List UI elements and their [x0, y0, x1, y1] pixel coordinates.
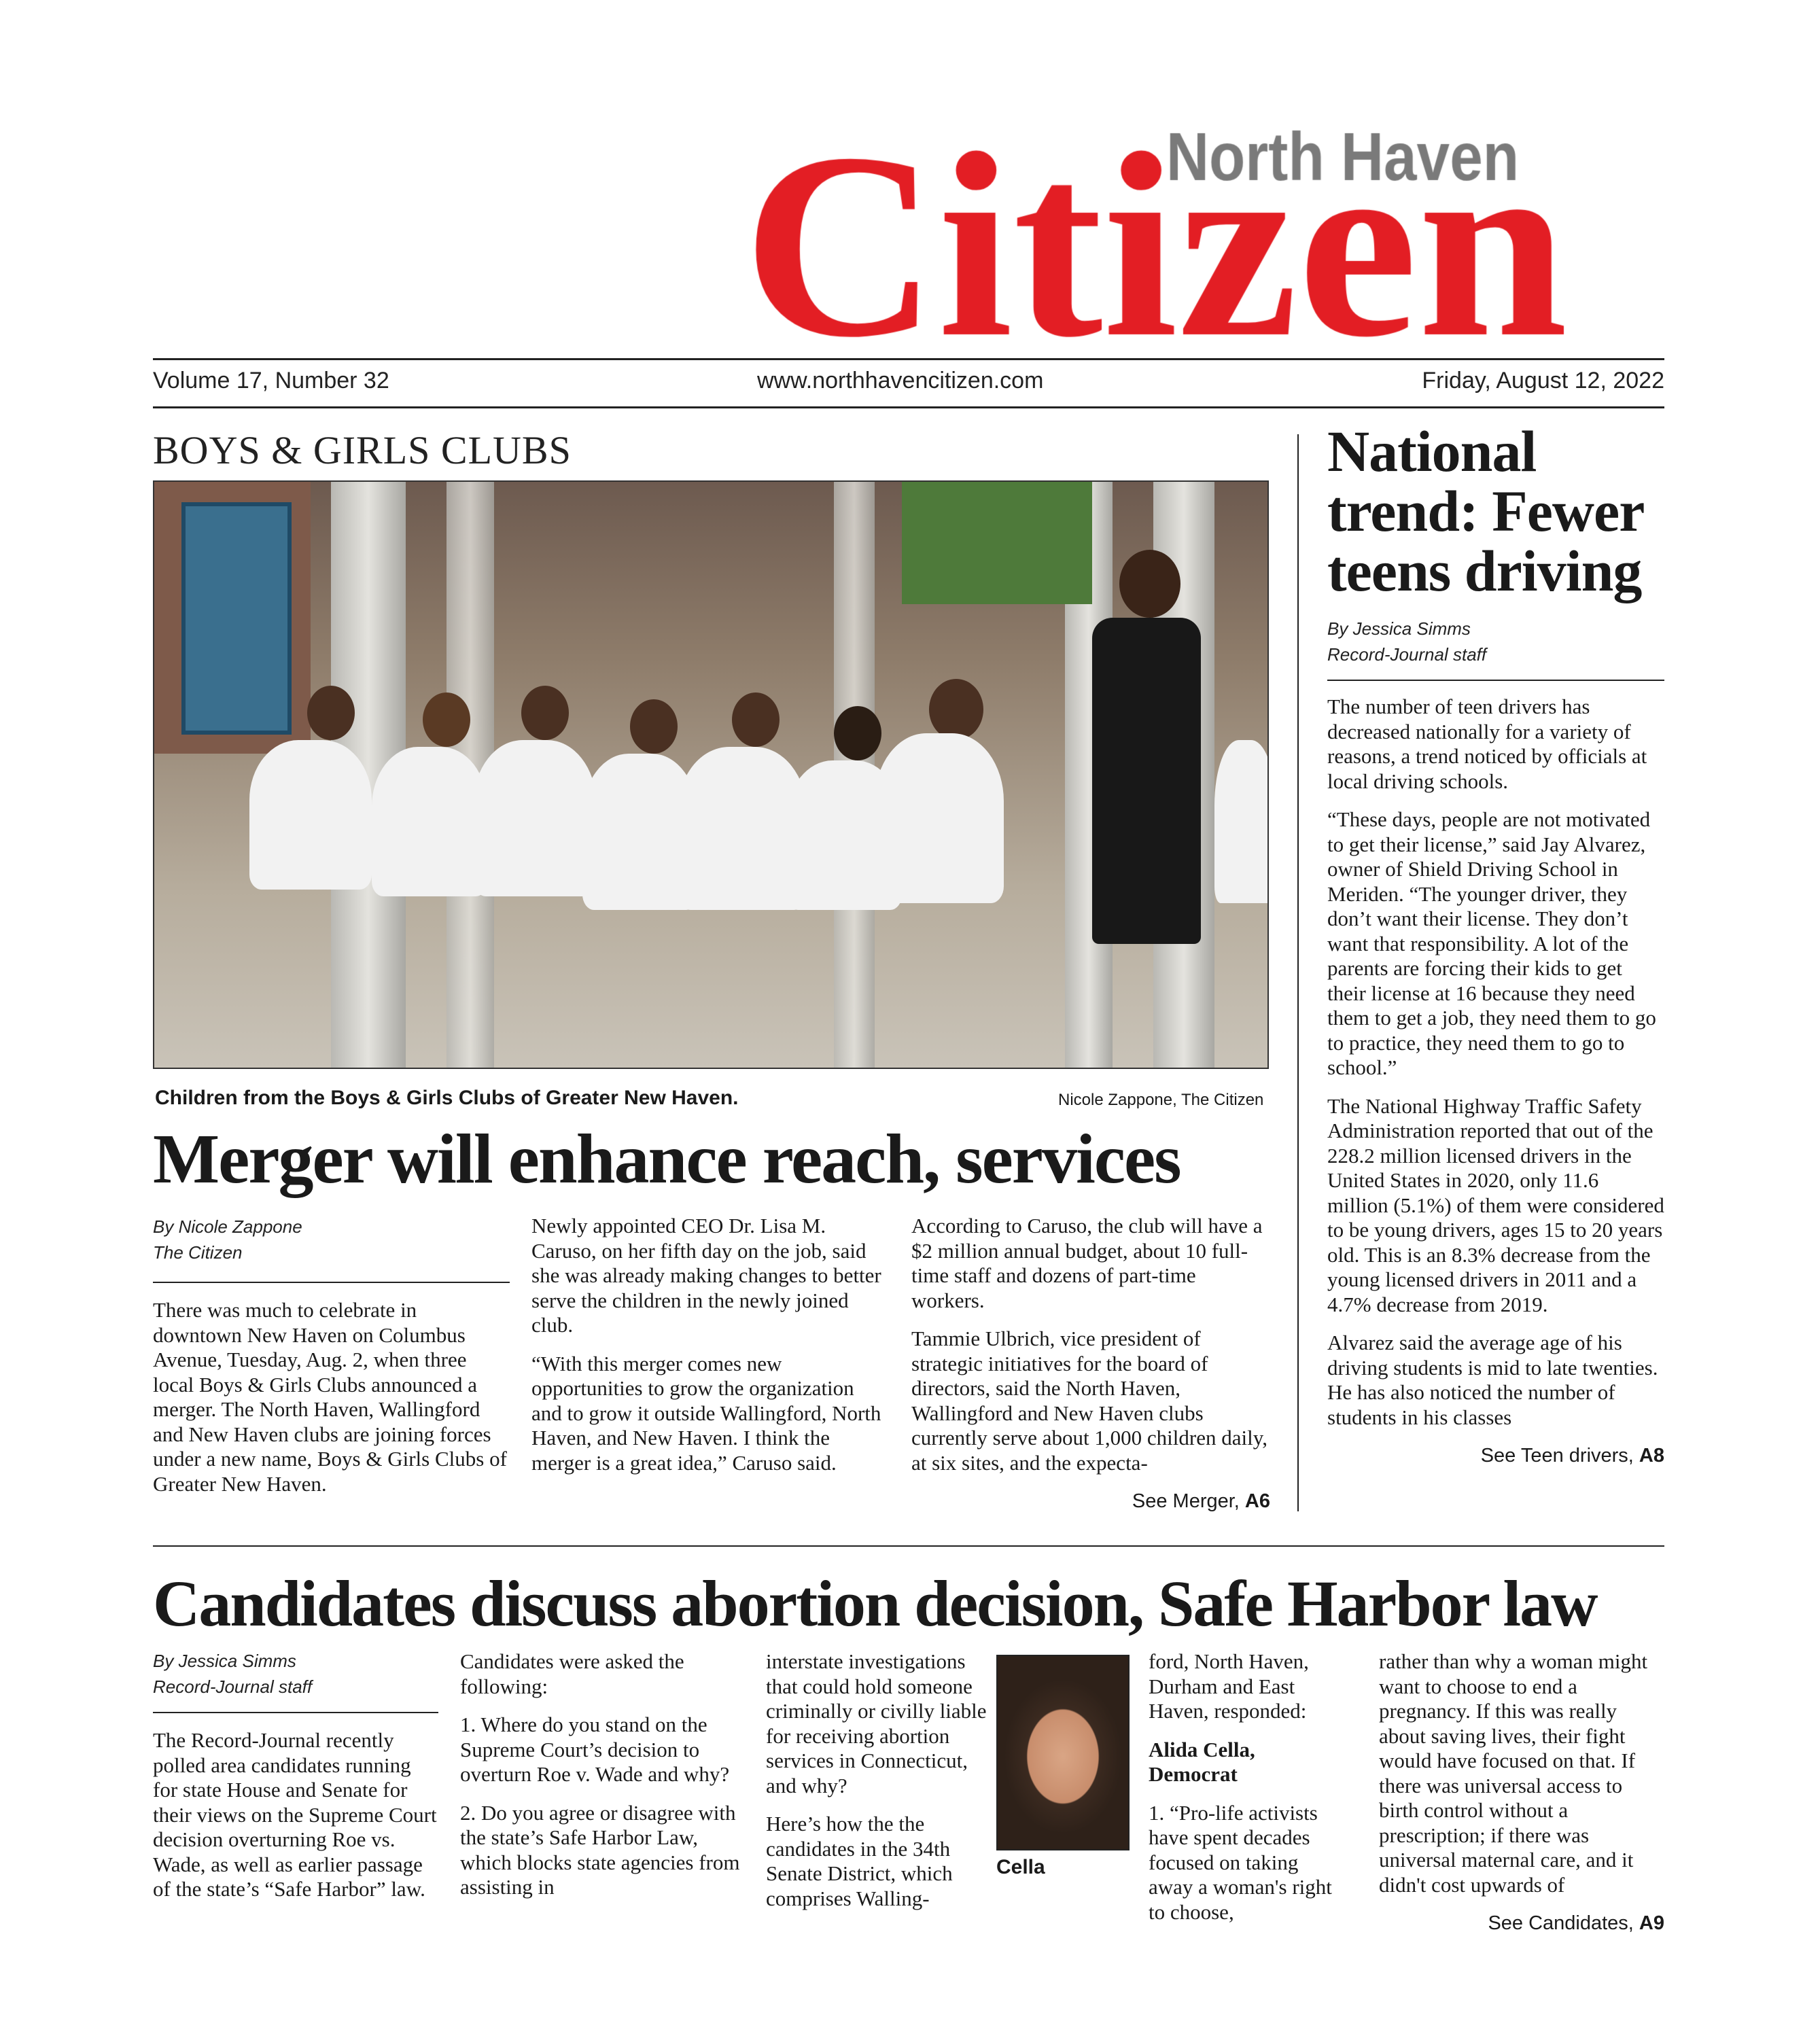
paragraph: The National Highway Traffic Safety Administration reported that out of the 228.2 million licensed drivers in the United States in 2020, only 11.6 million (5.1%) of them were considered to be young drivers, ages 15 to 20 years old. This is an 8.3% decrease from the young licensed drivers in 2011 and a 4.7% decrease from 2019. — [1327, 1093, 1664, 1316]
byline-rule — [153, 1282, 510, 1283]
second-column-1 — [153, 1648, 438, 1916]
lead-column-3 — [911, 1214, 1270, 1513]
paragraph: The number of teen drivers has decreased nationally for a variety of reasons, a trend noticed by officials at local driving schools. — [1327, 695, 1647, 793]
paragraph: Tammie Ulbrich, vice president of strategic initiatives for the board of directors, said the North Haven, Wallingford and New Haven clubs currently serve about 1,000 children daily, at six sites, and the expecta- — [911, 1327, 1267, 1475]
jump-link-teen-drivers[interactable] — [1327, 1443, 1664, 1468]
paragraph: 1. Where do you stand on the Supreme Court’s decision to overturn Roe v. Wade and why? — [460, 1713, 730, 1786]
lead-column-1 — [153, 1214, 510, 1510]
lead-photo — [153, 480, 1269, 1069]
candidate-photo-caption: Cella — [996, 1856, 1045, 1878]
jump-link-merger[interactable] — [911, 1489, 1270, 1513]
paragraph: Here’s how the the candidates in the 34th Senate District, which comprises Walling- — [766, 1812, 953, 1910]
byline-name: By Jessica Simms — [153, 1651, 296, 1671]
second-column-2 — [460, 1649, 744, 1914]
paragraph: 2. Do you agree or disagree with the state’s Safe Harbor Law, which blocks state agencies from assisting in — [460, 1800, 740, 1899]
byline-rule — [153, 1712, 438, 1713]
paragraph: There was much to celebrate in downtown New Haven on Columbus Avenue, Tuesday, Aug. 2, when three local Boys & Girls Clubs announced a merger. The North Haven, Wallingford and New Haven clubs are joining forces under a new name, Boys & Girls Clubs of Greater New Haven. — [153, 1298, 507, 1496]
paragraph: ford, North Haven, Durham and East Haven, responded: — [1149, 1649, 1309, 1723]
candidate-name: Alida Cella, Democrat — [1149, 1737, 1255, 1786]
paragraph: 1. “Pro-life activists have spent decades focused on taking away a woman's right to choose, — [1149, 1800, 1332, 1924]
sidebar-headline[interactable]: National trend: Fewer teens driving — [1327, 419, 1643, 603]
byline-org: Record-Journal staff — [153, 1677, 313, 1697]
masthead-logo — [737, 109, 1621, 353]
website-link[interactable]: www.northhavencitizen.com — [757, 368, 1044, 393]
paragraph: “With this merger comes new opportunities to grow the organization and to grow it outside Wallingford, North Haven, and New Haven. I think the merger is a great idea,” Caruso said. — [531, 1351, 881, 1475]
jump-text: See Candidates, — [1488, 1912, 1639, 1934]
jump-page: A8 — [1639, 1445, 1664, 1467]
issue-date: Friday, August 12, 2022 — [1422, 368, 1664, 393]
masthead-top-rule — [153, 358, 1664, 360]
second-headline[interactable]: Candidates discuss abortion decision, Safe Harbor law — [153, 1567, 1597, 1640]
jump-page: A9 — [1639, 1912, 1664, 1934]
second-column-5 — [1379, 1649, 1664, 1935]
byline-rule — [1327, 680, 1664, 681]
paragraph: rather than why a woman might want to choose to end a pregnancy. If this was really about saving lives, their fight would have focused on that. If there was universal access to birth control without a prescription; if there was universal maternal care, and it didn't cost upwards of — [1379, 1649, 1648, 1897]
lead-column-2 — [531, 1214, 888, 1489]
byline-org: Record-Journal staff — [1327, 644, 1487, 665]
byline-name: By Nicole Zappone — [153, 1216, 302, 1237]
volume-number: Volume 17, Number 32 — [153, 368, 389, 393]
photo-caption: Children from the Boys & Girls Clubs of Greater New Haven. — [155, 1087, 739, 1109]
section-rule — [153, 1545, 1664, 1547]
photo-credit: Nicole Zappone, The Citizen — [1058, 1091, 1264, 1109]
column-divider — [1297, 434, 1299, 1511]
paragraph: interstate investigations that could hold someone criminally or civilly liable for receiving abortion services in Connecticut, and why? — [766, 1649, 987, 1797]
paragraph: Candidates were asked the following: — [460, 1649, 684, 1698]
paragraph: Newly appointed CEO Dr. Lisa M. Caruso, on her fifth day on the job, said she was already making changes to better serve the children in the newly joined club. — [531, 1214, 881, 1337]
jump-page: A6 — [1244, 1490, 1270, 1512]
paragraph: Alvarez said the average age of his driving students is mid to late twenties. He has also noticed the number of students in his classes — [1327, 1331, 1658, 1429]
section-label: BOYS & GIRLS CLUBS — [153, 428, 572, 472]
byline-org: The Citizen — [153, 1242, 243, 1263]
paragraph: According to Caruso, the club will have a $2 million annual budget, about 10 full-time staff and dozens of part-time workers. — [911, 1214, 1263, 1312]
second-column-3 — [766, 1649, 990, 1925]
byline-name: By Jessica Simms — [1327, 618, 1471, 639]
jump-link-candidates[interactable] — [1379, 1911, 1664, 1935]
jump-text: See Teen drivers, — [1480, 1445, 1639, 1467]
jump-text: See Merger, — [1132, 1490, 1245, 1512]
sidebar-story — [1327, 421, 1664, 1468]
second-column-4 — [1149, 1649, 1346, 1938]
candidate-photo — [996, 1655, 1130, 1850]
masthead-bottom-rule — [153, 406, 1664, 408]
lead-headline[interactable]: Merger will enhance reach, services — [153, 1120, 1180, 1198]
paragraph: The Record-Journal recently polled area candidates running for state House and Senate for their views on the Supreme Court decision overturning Roe vs. Wade, as well as earlier passage of the state’s “Safe Harbor” law. — [153, 1728, 437, 1901]
paragraph: “These days, people are not motivated to get their license,” said Jay Alvarez, owner of Shield Driving School in Meriden. “The younger driver, they don’t want their license. They don’t want that responsibility. A lot of the parents are forcing their kids to get their license at 16 because they need them to get a job, they need them to go to practice, they need them to go to school.” — [1327, 807, 1656, 1079]
